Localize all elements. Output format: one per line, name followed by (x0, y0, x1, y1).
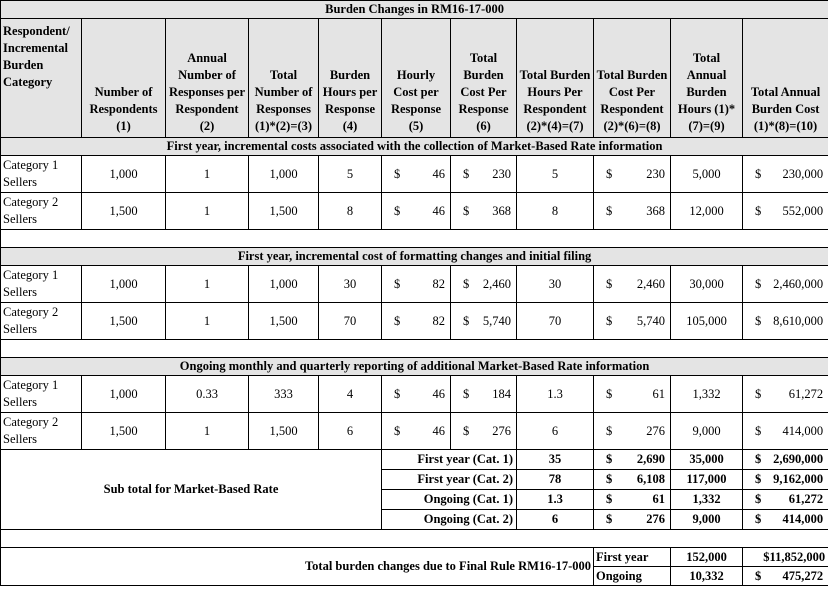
money-value (745, 424, 826, 439)
burden-hours-cell: 70 (319, 303, 382, 340)
cost-per-respondent-cell (594, 266, 671, 303)
category-cell: Category 1 Sellers (1, 156, 82, 193)
currency-symbol: $ (755, 166, 762, 181)
currency-symbol: $ (463, 423, 470, 438)
table-row (1, 193, 828, 230)
cost-per-response-cell (451, 156, 517, 193)
table-row (1, 156, 828, 193)
hourly-cost-cell (382, 303, 451, 340)
total-row (1, 548, 828, 567)
respondents-cell: 1,000 (82, 376, 166, 413)
section-header-row (1, 248, 828, 266)
hourly-cost-cell (382, 376, 451, 413)
amount: 276 (646, 423, 665, 438)
annual-responses-cell: 1 (166, 193, 249, 230)
money-value (596, 167, 668, 182)
column-header: Total Annual Burden Hours (1)*(7)=(9) (671, 19, 743, 138)
subtotal-annual-cost (743, 510, 828, 530)
currency-symbol: $ (755, 568, 762, 583)
respondents-cell: 1,500 (82, 413, 166, 450)
cost-per-response-cell (451, 413, 517, 450)
burden-hours-cell: 6 (319, 413, 382, 450)
money-value (596, 452, 668, 467)
money-value (745, 314, 826, 329)
amount: 9,162,000 (773, 472, 824, 486)
amount: 8,610,000 (773, 313, 824, 328)
money-value (596, 512, 668, 527)
spacer-cell (1, 230, 828, 248)
subtotal-label: Sub total for Market-Based Rate (1, 450, 382, 530)
spacer-cell (1, 340, 828, 358)
table-title: Burden Changes in RM16-17-000 (1, 1, 828, 19)
respondents-cell: 1,000 (82, 156, 166, 193)
currency-symbol: $ (606, 276, 613, 291)
amount: 368 (646, 203, 665, 218)
amount: 61 (652, 386, 665, 401)
currency-symbol: $ (606, 472, 613, 486)
amount: 2,690,000 (773, 452, 824, 466)
column-header: Hourly Cost per Response (5) (382, 19, 451, 138)
annual-responses-cell: 0.33 (166, 376, 249, 413)
total-responses-cell: 1,000 (249, 266, 319, 303)
money-value (745, 277, 826, 292)
table-row (1, 376, 828, 413)
cost-per-response-cell (451, 303, 517, 340)
table-row (1, 266, 828, 303)
currency-symbol: $ (755, 423, 762, 438)
currency-symbol: $ (606, 492, 613, 506)
currency-symbol: $ (463, 386, 470, 401)
currency-symbol: $ (463, 166, 470, 181)
money-value (745, 204, 826, 219)
money-value (596, 472, 668, 487)
total-annual-cost (743, 567, 828, 586)
total-annual-cost: $11,852,000 (743, 548, 828, 567)
annual-hours-cell: 105,000 (671, 303, 743, 340)
subtotal-annual-cost (743, 450, 828, 470)
cost-per-response-cell (451, 266, 517, 303)
currency-symbol: $ (755, 492, 762, 506)
total-label: Total burden changes due to Final Rule RM16-17-000 (1, 548, 594, 586)
currency-symbol: $ (394, 203, 401, 218)
cost-per-response-cell (451, 193, 517, 230)
annual-cost-cell (743, 156, 828, 193)
money-value (745, 569, 826, 584)
amount: 2,460 (636, 276, 665, 291)
money-value (596, 204, 668, 219)
total-responses-cell: 1,500 (249, 303, 319, 340)
amount: 2,460 (482, 276, 511, 291)
respondents-cell: 1,500 (82, 303, 166, 340)
subtotal-row-label: Ongoing (Cat. 2) (382, 510, 517, 530)
section-title: First year, incremental cost of formatting changes and initial filing (1, 248, 828, 266)
cost-per-respondent-cell (594, 413, 671, 450)
column-header: Total Burden Cost Per Response (6) (451, 19, 517, 138)
subtotal-cost (594, 490, 671, 510)
column-header: Burden Hours per Response (4) (319, 19, 382, 138)
money-value (384, 424, 448, 439)
subtotal-row-label: First year (Cat. 2) (382, 470, 517, 490)
amount: 414,000 (782, 423, 824, 438)
subtotal-row-label: First year (Cat. 1) (382, 450, 517, 470)
currency-symbol: $ (394, 423, 401, 438)
total-annual-hours: 10,332 (671, 567, 743, 586)
currency-symbol: $ (606, 512, 613, 526)
hours-per-respondent-cell: 1.3 (517, 376, 594, 413)
subtotal-cost (594, 470, 671, 490)
total-annual-hours: 152,000 (671, 548, 743, 567)
money-value (453, 277, 514, 292)
money-value (745, 387, 826, 402)
total-responses-cell: 1,500 (249, 193, 319, 230)
amount: 61 (652, 492, 665, 506)
annual-cost-cell (743, 193, 828, 230)
money-value (596, 424, 668, 439)
header-row (1, 19, 828, 138)
column-header: Total Annual Burden Cost (1)*(8)=(10) (743, 19, 828, 138)
money-value (384, 314, 448, 329)
currency-symbol: $ (755, 512, 762, 526)
category-cell: Category 1 Sellers (1, 266, 82, 303)
subtotal-hours: 6 (517, 510, 594, 530)
hourly-cost-cell (382, 193, 451, 230)
currency-symbol: $ (606, 452, 613, 466)
respondents-cell: 1,000 (82, 266, 166, 303)
subtotal-cost (594, 450, 671, 470)
table-row (1, 303, 828, 340)
total-responses-cell: 1,000 (249, 156, 319, 193)
table-row (1, 413, 828, 450)
burden-hours-cell: 5 (319, 156, 382, 193)
blank-row (1, 530, 828, 548)
section-header-row (1, 358, 828, 376)
currency-symbol: $ (463, 313, 470, 328)
subtotal-annual-hours: 1,332 (671, 490, 743, 510)
money-value (453, 387, 514, 402)
burden-hours-cell: 4 (319, 376, 382, 413)
money-value (384, 277, 448, 292)
amount: 230 (646, 166, 665, 181)
subtotal-annual-hours: 35,000 (671, 450, 743, 470)
cost-per-respondent-cell (594, 303, 671, 340)
amount: 46 (432, 166, 445, 181)
amount: 46 (432, 203, 445, 218)
currency-symbol: $ (755, 203, 762, 218)
category-cell: Category 2 Sellers (1, 193, 82, 230)
respondents-cell: 1,500 (82, 193, 166, 230)
column-header: Total Burden Hours Per Respondent (2)*(4)=(7) (517, 19, 594, 138)
amount: 184 (492, 386, 511, 401)
money-value (745, 492, 826, 507)
amount: 2,690 (636, 452, 665, 466)
hours-per-respondent-cell: 5 (517, 156, 594, 193)
burden-hours-cell: 8 (319, 193, 382, 230)
annual-responses-cell: 1 (166, 303, 249, 340)
column-header: Annual Number of Responses per Respondent (2) (166, 19, 249, 138)
currency-symbol: $ (606, 166, 613, 181)
blank-row (1, 340, 828, 358)
money-value (453, 314, 514, 329)
subtotal-row (1, 450, 828, 470)
money-value (745, 167, 826, 182)
currency-symbol: $ (394, 166, 401, 181)
column-header: Number of Respondents (1) (82, 19, 166, 138)
annual-cost-cell (743, 413, 828, 450)
money-value (384, 167, 448, 182)
hourly-cost-cell (382, 266, 451, 303)
money-value (384, 204, 448, 219)
currency-symbol: $ (755, 386, 762, 401)
money-value (453, 424, 514, 439)
money-value (453, 167, 514, 182)
subtotal-hours: 1.3 (517, 490, 594, 510)
amount: 368 (492, 203, 511, 218)
currency-symbol: $ (394, 313, 401, 328)
subtotal-hours: 35 (517, 450, 594, 470)
column-header: Respondent/ Incremental Burden Category (1, 19, 82, 138)
hourly-cost-cell (382, 413, 451, 450)
amount: 276 (492, 423, 511, 438)
annual-hours-cell: 5,000 (671, 156, 743, 193)
spacer-cell (1, 530, 828, 548)
currency-symbol: $ (755, 276, 762, 291)
hours-per-respondent-cell: 6 (517, 413, 594, 450)
amount: 61,272 (788, 386, 824, 401)
amount: 5,740 (636, 313, 665, 328)
category-cell: Category 2 Sellers (1, 413, 82, 450)
total-row-label: Ongoing (594, 567, 671, 586)
cost-per-respondent-cell (594, 376, 671, 413)
annual-responses-cell: 1 (166, 266, 249, 303)
column-header: Total Number of Responses (1)*(2)=(3) (249, 19, 319, 138)
hours-per-respondent-cell: 30 (517, 266, 594, 303)
amount: 475,272 (782, 568, 824, 583)
amount: 82 (432, 313, 445, 328)
amount: 5,740 (482, 313, 511, 328)
amount: 552,000 (782, 203, 824, 218)
annual-cost-cell (743, 376, 828, 413)
annual-hours-cell: 30,000 (671, 266, 743, 303)
hours-per-respondent-cell: 8 (517, 193, 594, 230)
currency-symbol: $ (606, 313, 613, 328)
money-value (596, 314, 668, 329)
amount: 82 (432, 276, 445, 291)
annual-hours-cell: 12,000 (671, 193, 743, 230)
category-cell: Category 1 Sellers (1, 376, 82, 413)
currency-symbol: $ (755, 472, 762, 486)
subtotal-cost (594, 510, 671, 530)
cost-per-respondent-cell (594, 193, 671, 230)
amount: 230 (492, 166, 511, 181)
category-cell: Category 2 Sellers (1, 303, 82, 340)
section-header-row (1, 138, 828, 156)
cost-per-respondent-cell (594, 156, 671, 193)
amount: 6,108 (636, 472, 665, 486)
subtotal-annual-hours: 9,000 (671, 510, 743, 530)
burden-hours-cell: 30 (319, 266, 382, 303)
money-value (384, 387, 448, 402)
annual-cost-cell (743, 266, 828, 303)
money-value (745, 512, 826, 527)
annual-responses-cell: 1 (166, 156, 249, 193)
money-value (453, 204, 514, 219)
currency-symbol: $ (755, 452, 762, 466)
section-title: First year, incremental costs associated with the collection of Market-Based Rate information (1, 138, 828, 156)
subtotal-annual-cost (743, 490, 828, 510)
subtotal-row-label: Ongoing (Cat. 1) (382, 490, 517, 510)
amount: 46 (432, 423, 445, 438)
money-value (596, 387, 668, 402)
subtotal-annual-cost (743, 470, 828, 490)
amount: 2,460,000 (773, 276, 824, 291)
money-value (745, 452, 826, 467)
currency-symbol: $ (463, 276, 470, 291)
hourly-cost-cell (382, 156, 451, 193)
annual-responses-cell: 1 (166, 413, 249, 450)
section-title: Ongoing monthly and quarterly reporting of additional Market-Based Rate information (1, 358, 828, 376)
currency-symbol: $ (755, 313, 762, 328)
subtotal-hours: 78 (517, 470, 594, 490)
cost-per-response-cell (451, 376, 517, 413)
column-header: Total Burden Cost Per Respondent (2)*(6)=(8) (594, 19, 671, 138)
annual-hours-cell: 9,000 (671, 413, 743, 450)
total-responses-cell: 1,500 (249, 413, 319, 450)
annual-hours-cell: 1,332 (671, 376, 743, 413)
subtotal-annual-hours: 117,000 (671, 470, 743, 490)
currency-symbol: $ (606, 423, 613, 438)
blank-row (1, 230, 828, 248)
amount: 414,000 (782, 512, 824, 526)
money-value (745, 472, 826, 487)
amount: 276 (646, 512, 665, 526)
currency-symbol: $ (463, 203, 470, 218)
currency-symbol: $ (606, 386, 613, 401)
total-responses-cell: 333 (249, 376, 319, 413)
hours-per-respondent-cell: 70 (517, 303, 594, 340)
money-value (596, 492, 668, 507)
amount: 46 (432, 386, 445, 401)
currency-symbol: $ (394, 276, 401, 291)
money-value (596, 277, 668, 292)
amount: 230,000 (782, 166, 824, 181)
total-row-label: First year (594, 548, 671, 567)
amount: 61,272 (788, 492, 824, 506)
currency-symbol: $ (394, 386, 401, 401)
currency-symbol: $ (606, 203, 613, 218)
annual-cost-cell (743, 303, 828, 340)
table-title-row (1, 1, 828, 19)
